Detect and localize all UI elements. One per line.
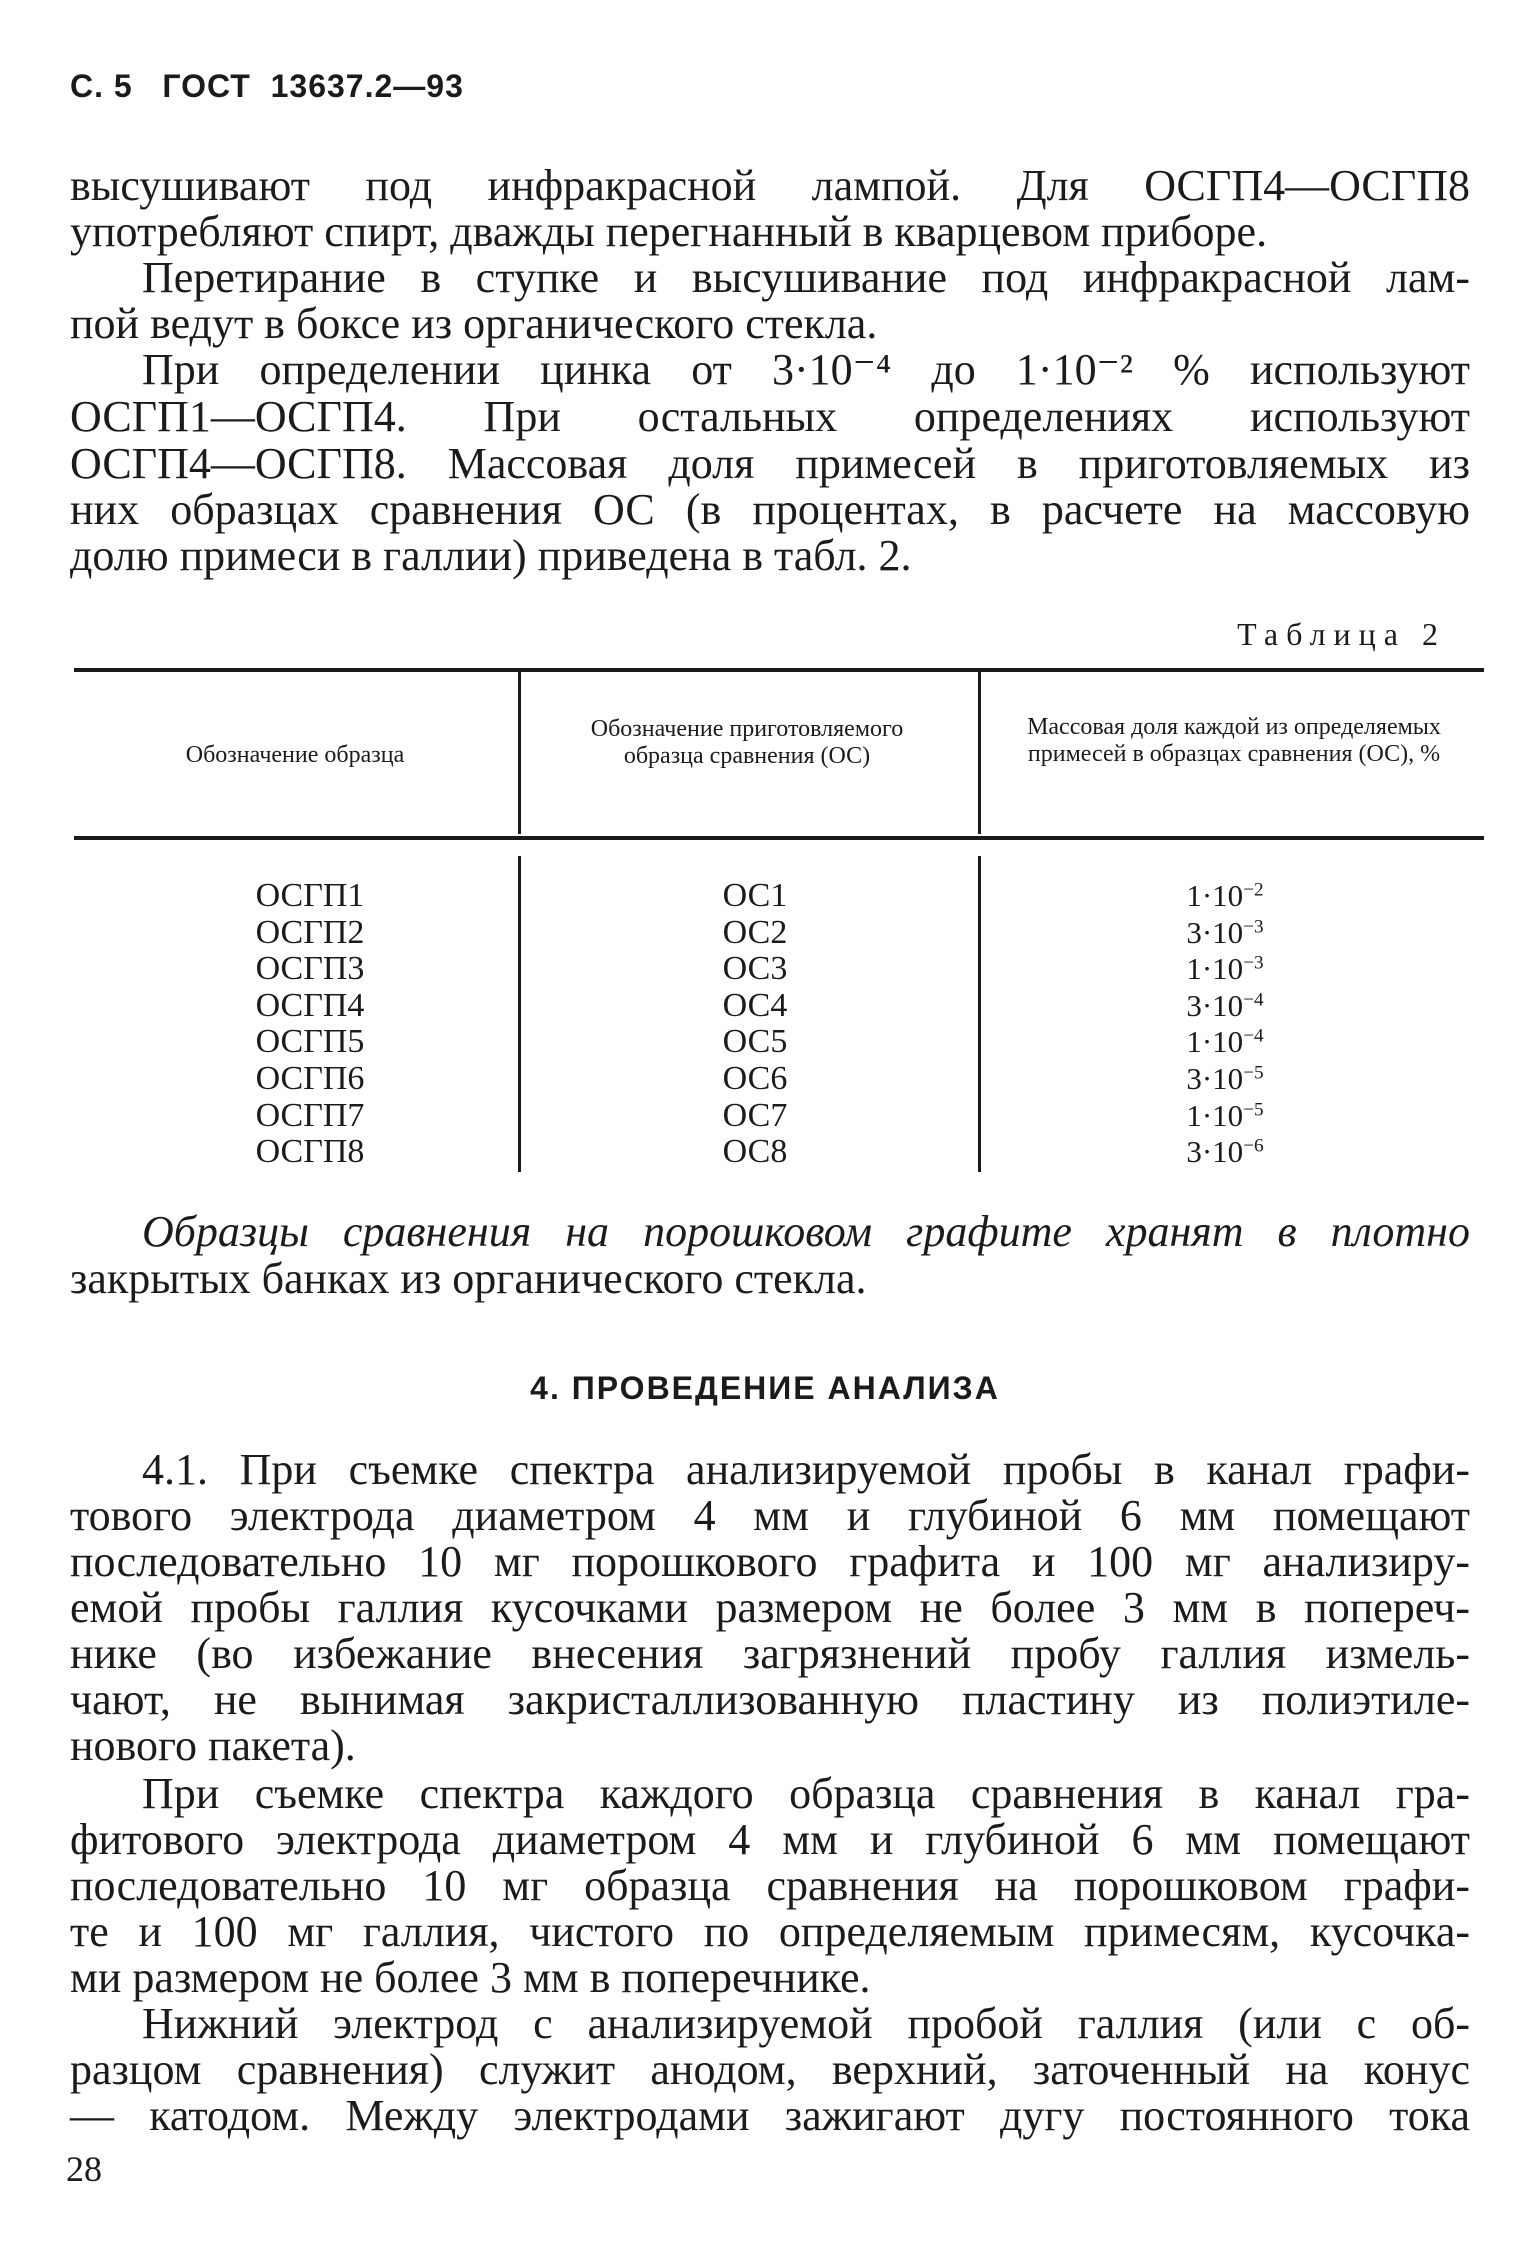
table-cell-reference: ОС3: [722, 950, 788, 988]
section-line: емой пробы галлия кусочками размером не более 3 мм в попереч-: [70, 1583, 1470, 1632]
page-label: С. 5: [70, 68, 133, 104]
table-cell-reference: ОС8: [722, 1133, 788, 1171]
table-cell-sample: ОСГП2: [255, 913, 365, 951]
table-cell-reference: ОС5: [722, 1023, 788, 1061]
intro-line: высушивают под инфракрасной лампой. Для ОСГП4—ОСГП8: [70, 161, 1470, 210]
table-cell-mass-fraction: $1\cdot 10^{-2}$: [1186, 878, 1264, 913]
table-cell-reference: ОС6: [722, 1059, 788, 1097]
standard-number: 13637.2—93: [270, 68, 464, 104]
section-heading: 4. ПРОВЕДЕНИЕ АНАЛИЗА: [530, 1370, 1000, 1406]
section-line: 4.1. При съемке спектра анализируемой пробы в канал графи-: [142, 1445, 1470, 1494]
table-cell-reference: ОС1: [722, 877, 788, 914]
table-column-divider: [518, 672, 521, 834]
intro-line: Перетирание в ступке и высушивание под инфракрасной лам-: [142, 253, 1470, 302]
table-column-divider: [978, 856, 981, 1172]
running-header: [70, 62, 464, 110]
table-cell-reference: ОС7: [722, 1096, 788, 1134]
table-cell-reference: ОС2: [722, 913, 788, 951]
column-header-reference: Обозначение приготовляемого образца сравнения (ОС): [590, 716, 904, 769]
table-header-rule: [74, 836, 1484, 840]
section-line: При съемке спектра каждого образца сравнения в канал гра-: [142, 1769, 1470, 1818]
section-line: чают, не вынимая закристаллизованную пластину из полиэтиле-: [70, 1675, 1470, 1724]
table-cell-mass-fraction: $1\cdot 10^{-5}$: [1186, 1097, 1264, 1133]
section-line: Нижний электрод с анализируемой пробой галлия (или с об-: [142, 1999, 1470, 2048]
section-line: нике (во избежание внесения загрязнений пробу галлия измель-: [70, 1629, 1470, 1678]
table-cell-sample: ОСГП8: [255, 1133, 365, 1171]
section-line: нового пакета).: [70, 1721, 356, 1770]
mass-fraction-column: [1130, 878, 1320, 1171]
storage-note-line: Образцы сравнения на порошковом графите хранят в плотно: [142, 1207, 1470, 1256]
table-cell-mass-fraction: $1\cdot 10^{-4}$: [1186, 1024, 1264, 1060]
column-header-sample: Обозначение образца: [185, 742, 405, 768]
section-line: тового электрода диаметром 4 мм и глубиной 6 мм помещают: [70, 1491, 1470, 1540]
intro-line: употребляют спирт, дважды перегнанный в кварцевом приборе.: [70, 207, 1268, 256]
table-cell-sample: ОСГП7: [255, 1096, 365, 1134]
intro-line: При определении цинка от 3·10⁻⁴ до 1·10⁻² % используют: [142, 345, 1470, 394]
table-cell-sample: ОСГП1: [255, 877, 365, 914]
section-line: фитового электрода диаметром 4 мм и глубиной 6 мм помещают: [70, 1815, 1470, 1864]
table-top-rule: [74, 668, 1484, 672]
intro-line: них образцах сравнения ОС (в процентах, в расчете на массовую: [70, 485, 1470, 534]
table-cell-mass-fraction: $3\cdot 10^{-5}$: [1186, 1060, 1264, 1096]
table-cell-reference: ОС4: [722, 986, 788, 1024]
page-number: 28: [66, 2149, 102, 2189]
table-column-divider: [518, 856, 521, 1172]
table-cell-mass-fraction: $3\cdot 10^{-6}$: [1186, 1134, 1264, 1170]
intro-line: ОСГП1—ОСГП4. При остальных определениях используют: [70, 392, 1470, 441]
standard-label: ГОСТ: [162, 68, 251, 104]
table-caption: Таблица 2: [1237, 616, 1446, 652]
table-cell-mass-fraction: $3\cdot 10^{-3}$: [1186, 914, 1264, 950]
intro-line: пой ведут в боксе из органического стекла.: [70, 299, 878, 348]
intro-line: долю примеси в галлии) приведена в табл. 2.: [70, 531, 912, 580]
table-cell-sample: ОСГП5: [255, 1023, 365, 1061]
table-cell-mass-fraction: $1\cdot 10^{-3}$: [1186, 951, 1264, 987]
storage-note-line: закрытых банках из органического стекла.: [70, 1254, 867, 1303]
section-line: — катодом. Между электродами зажигают дугу постоянного тока: [70, 2091, 1470, 2140]
table-cell-sample: ОСГП3: [255, 950, 365, 988]
section-line: разцом сравнения) служит анодом, верхний, заточенный на конус: [70, 2045, 1470, 2094]
section-line: последовательно 10 мг порошкового графита и 100 мг анализиру-: [70, 1537, 1470, 1586]
reference-column: [660, 878, 850, 1171]
table-cell-sample: ОСГП6: [255, 1059, 365, 1097]
column-header-mass-fraction: Массовая доля каждой из определяемых примесей в образцах сравнения (ОС), %: [1027, 714, 1441, 767]
section-line: те и 100 мг галлия, чистого по определяемым примесям, кусочка-: [70, 1907, 1470, 1956]
table-cell-mass-fraction: $3\cdot 10^{-4}$: [1186, 987, 1264, 1023]
table-column-divider: [978, 672, 981, 834]
section-line: ми размером не более 3 мм в поперечнике.: [70, 1953, 871, 2002]
section-line: последовательно 10 мг образца сравнения на порошковом графи-: [70, 1861, 1470, 1910]
intro-line: ОСГП4—ОСГП8. Массовая доля примесей в приготовляемых из: [70, 439, 1470, 488]
table-cell-sample: ОСГП4: [255, 986, 365, 1024]
sample-column: [200, 878, 420, 1171]
